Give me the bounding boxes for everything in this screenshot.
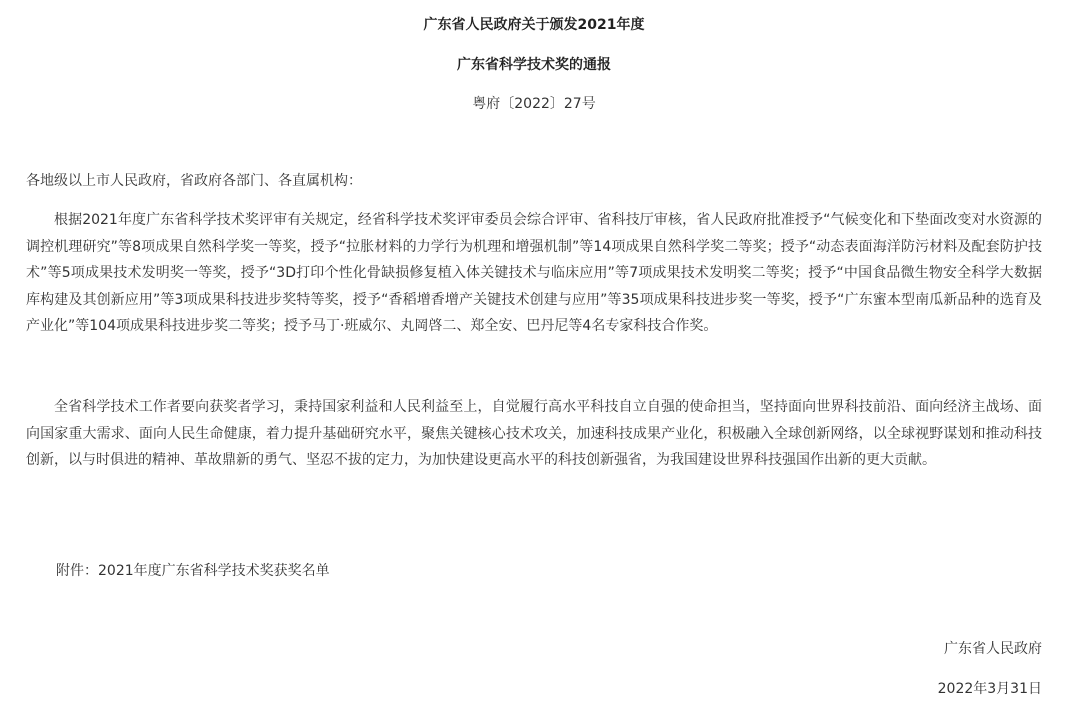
attachment-note: 附件：2021年度广东省科学技术奖获奖名单 — [56, 563, 330, 579]
document-title-line-1: 广东省人民政府关于颁发2021年度 — [423, 17, 645, 33]
document-title-line-2: 广东省科学技术奖的通报 — [457, 57, 611, 73]
body-paragraph-1: 根据2021年度广东省科学技术奖评审有关规定，经省科学技术奖评审委员会综合评审、省科技厅审核，省人民政府批准授予“气候变化和下垫面改变对水资源的调控机理研究”等8项成果自然科学奖一等奖，授予“拉胀材料的力学行为机理和增强机制”等14项成果自然科学奖二等奖；授予“动态表面海洋防污材料及配套防护技术”等5项成果技术发明奖一等奖，授予“3D打印个性化骨缺损修复植入体关键技术与临床应用”等7项成果技术发明奖二等奖；授予“中国食品微生物安全科学大数据库构建及其创新应用”等3项成果科技进步奖特等奖，授予“香稻增香增产关键技术创建与应用”等35项成果科技进步奖一等奖，授予“广东蜜本型南瓜新品种的选育及产业化”等104项成果科技进步奖二等奖；授予马丁·班威尔、丸岡啓二、郑全安、巴丹尼等4名专家科技合作奖。 — [26, 212, 1042, 334]
issue-date: 2022年3月31日 — [937, 681, 1042, 697]
issuing-authority: 广东省人民政府 — [944, 641, 1042, 657]
document-number: 粤府〔2022〕27号 — [472, 96, 596, 112]
salutation: 各地级以上市人民政府，省政府各部门、各直属机构： — [26, 173, 362, 189]
body-paragraph-2: 全省科学技术工作者要向获奖者学习，秉持国家利益和人民利益至上，自觉履行高水平科技自立自强的使命担当，坚持面向世界科技前沿、面向经济主战场、面向国家重大需求、面向人民生命健康，着力提升基础研究水平，聚焦关键核心技术攻关，加速科技成果产业化，积极融入全球创新网络，以全球视野谋划和推动科技创新，以与时俱进的精神、革故鼎新的勇气、坚忍不拔的定力，为加快建设更高水平的科技创新强省，为我国建设世界科技强国作出新的更大贡献。 — [26, 399, 1042, 468]
